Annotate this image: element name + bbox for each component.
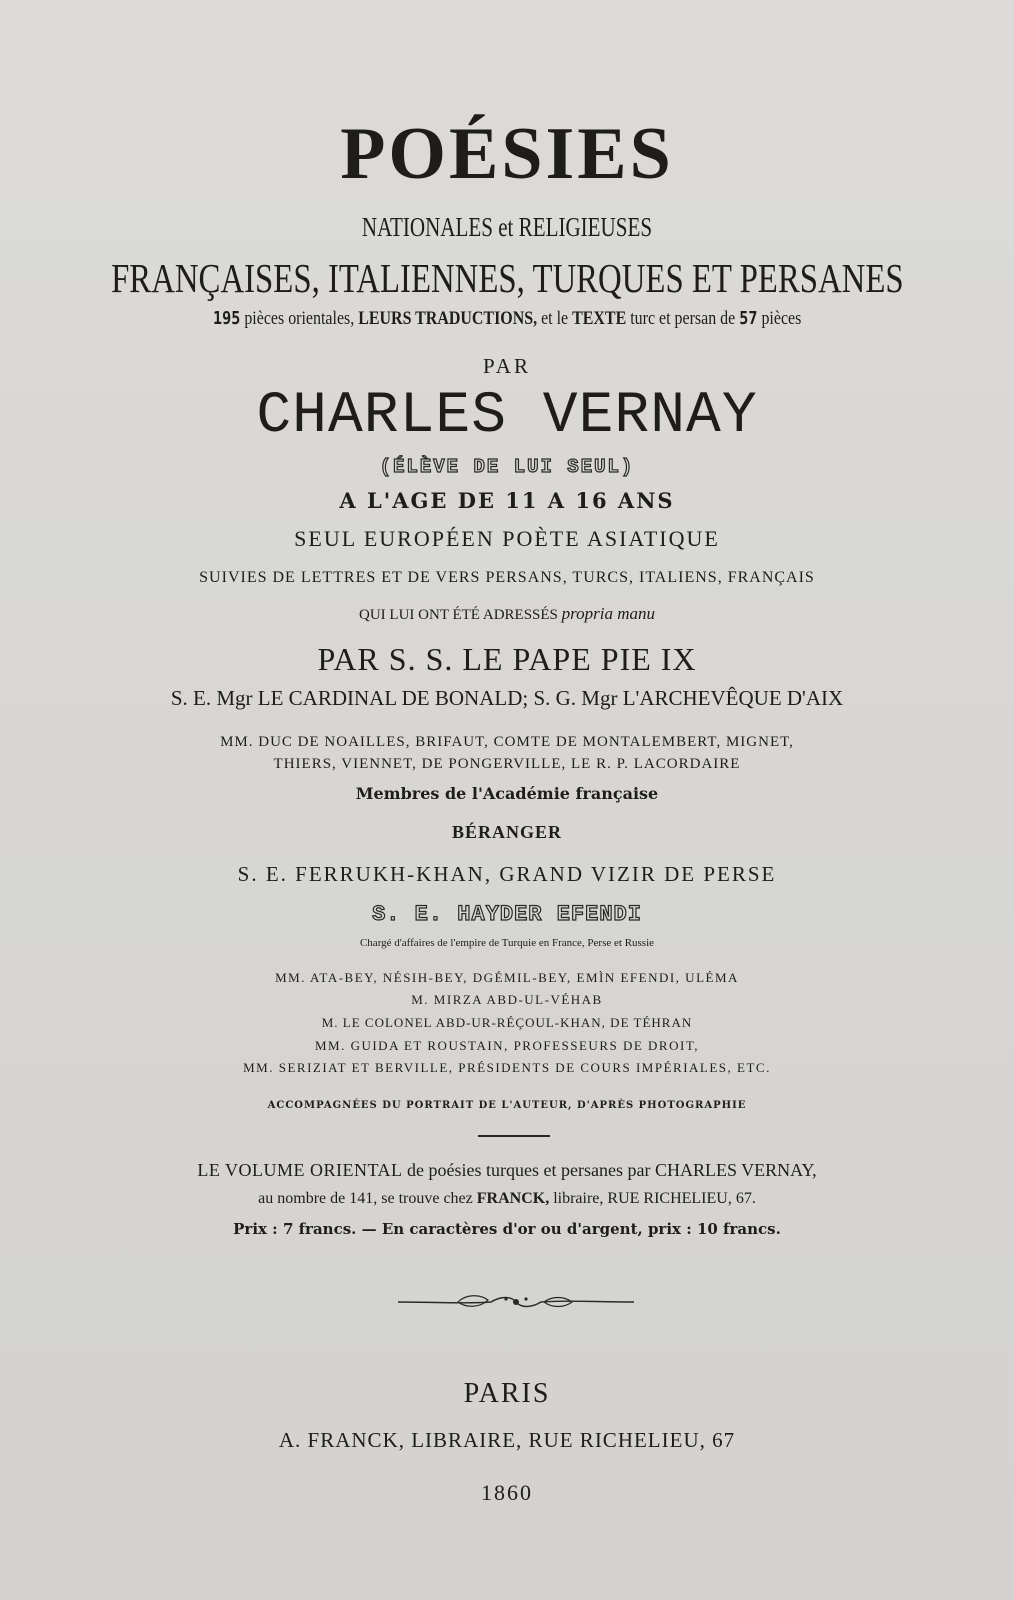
suivies-line: SUIVIES DE LETTRES ET DE VERS PERSANS, TURCS, ITALIENS, FRANÇAIS [199, 569, 815, 586]
nombre-line: au nombre de 141, se trouve chez FRANCK, libraire, RUE RICHELIEU, 67. [258, 1190, 756, 1207]
subtitle: NATIONALES et RELIGIEUSES [361, 212, 653, 242]
eleve-line: (ÉLÈVE DE LUI SEUL) [379, 456, 635, 478]
prix-line: Prix : 7 francs. — En caractères d'or ou d'argent, prix : 10 francs. [233, 1220, 781, 1238]
ornament-flourish [396, 1290, 636, 1314]
main-title: POÉSIES [340, 113, 674, 195]
author-name: CHARLES VERNAY [256, 384, 758, 449]
academie-line-2: THIERS, VIENNET, DE PONGERVILLE, LE R. P. LACORDAIRE [273, 756, 741, 772]
year-line: 1860 [481, 1480, 533, 1505]
beranger-line: BÉRANGER [451, 822, 562, 842]
pieces-line: 195 pièces orientales, LEURS TRADUCTIONS, et le TEXTE turc et persan de 57 pièces [212, 308, 802, 329]
divider-rule [478, 1135, 550, 1137]
seul-line: SEUL EUROPÉEN POÈTE ASIATIQUE [294, 526, 720, 551]
mm3-line: MM. ATA-BEY, NÉSIH-BEY, DGÉMIL-BEY, EMÌN EFENDI, ULÉMA [275, 970, 739, 985]
volume-line: LE VOLUME ORIENTAL de poésies turques et persanes par CHARLES VERNAY, [197, 1160, 817, 1180]
qui-line: QUI LUI ONT ÉTÉ ADRESSÉS propria manu [359, 604, 655, 623]
academie-line-1: MM. DUC DE NOAILLES, BRIFAUT, COMTE DE MONTALEMBERT, MIGNET, [220, 734, 794, 750]
charge-line: Chargé d'affaires de l'empire de Turquie en France, Perse et Russie [359, 937, 655, 949]
age-line: A L'AGE DE 11 A 16 ANS [339, 488, 675, 513]
colonel-line: M. LE COLONEL ABD-UR-RÉÇOUL-KHAN, DE TÉHRAN [321, 1015, 693, 1030]
seriziat-line: MM. SERIZIAT ET BERVILLE, PRÉSIDENTS DE COURS IMPÉRIALES, ETC. [243, 1060, 771, 1075]
mirza-line: M. MIRZA ABD-UL-VÉHAB [411, 992, 603, 1007]
cardinal-line: S. E. Mgr LE CARDINAL DE BONALD; S. G. Mgr L'ARCHEVÊQUE D'AIX [170, 686, 844, 710]
pape-line: PAR S. S. LE PAPE PIE IX [317, 641, 697, 677]
ferrukh-line: S. E. FERRUKH-KHAN, GRAND VIZIR DE PERSE [237, 862, 777, 886]
hayder-line: S. E. HAYDER EFENDI [372, 902, 642, 927]
city-line: PARIS [463, 1378, 551, 1409]
portrait-line: ACCOMPAGNÉES DU PORTRAIT DE L'AUTEUR, D'APRÈS PHOTOGRAPHIE [267, 1100, 747, 1111]
membres-line: Membres de l'Académie française [355, 784, 659, 803]
publisher-line: A. FRANCK, LIBRAIRE, RUE RICHELIEU, 67 [278, 1428, 736, 1452]
languages-line: FRANÇAISES, ITALIENNES, TURQUES ET PERSANES [110, 255, 904, 301]
par-line: PAR [483, 354, 531, 378]
guida-line: MM. GUIDA ET ROUSTAIN, PROFESSEURS DE DROIT, [314, 1038, 700, 1053]
